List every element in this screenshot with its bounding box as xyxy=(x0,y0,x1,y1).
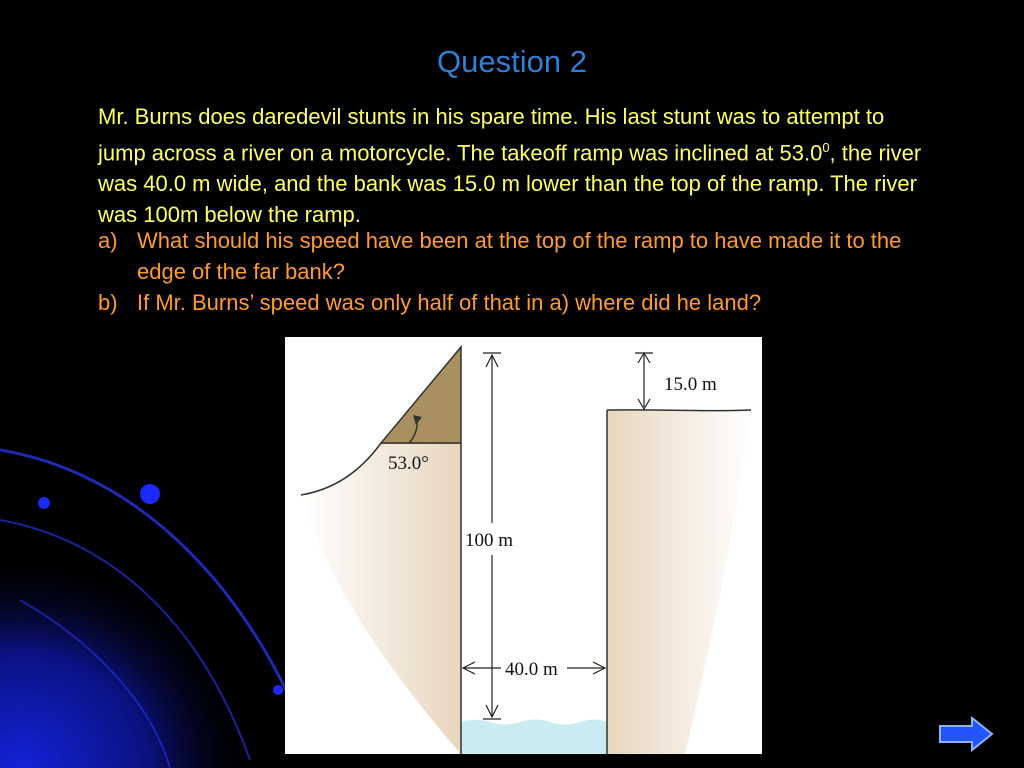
problem-statement xyxy=(98,101,928,230)
arrow-right-icon xyxy=(940,718,992,750)
deco-dot xyxy=(273,685,283,695)
river-water xyxy=(459,720,607,755)
angle-label: 53.0° xyxy=(388,453,429,474)
degree-superscript: 0 xyxy=(822,140,830,155)
question-b-label: b) xyxy=(98,290,118,315)
river-jump-diagram xyxy=(285,337,762,754)
height-label: 100 m xyxy=(465,530,514,551)
question-a xyxy=(98,225,928,287)
width-label: 40.0 m xyxy=(505,659,558,680)
question-a-text: What should his speed have been at the top of the ramp to have made it to the edge of the far bank? xyxy=(137,228,902,284)
question-b xyxy=(98,287,928,318)
next-slide-button[interactable] xyxy=(936,714,996,754)
question-b-text: If Mr. Burns’ speed was only half of that in a) where did he land? xyxy=(137,290,762,315)
deco-dot xyxy=(140,484,160,504)
problem-text-1: Mr. Burns does daredevil stunts in his spare time. His last stunt was to attempt to jump across a river on a motorcycle. The takeoff ramp was inclined at 53.0 xyxy=(98,104,885,166)
problem-text-2: , the river was 40.0 m wide, and the bank was 15.0 m lower than the top of the ramp. The river was 100m below the ramp. xyxy=(98,140,922,228)
slide-title: Question 2 xyxy=(437,44,587,79)
question-a-label: a) xyxy=(98,228,118,253)
deco-dot xyxy=(38,497,50,509)
drop-label: 15.0 m xyxy=(664,374,717,395)
